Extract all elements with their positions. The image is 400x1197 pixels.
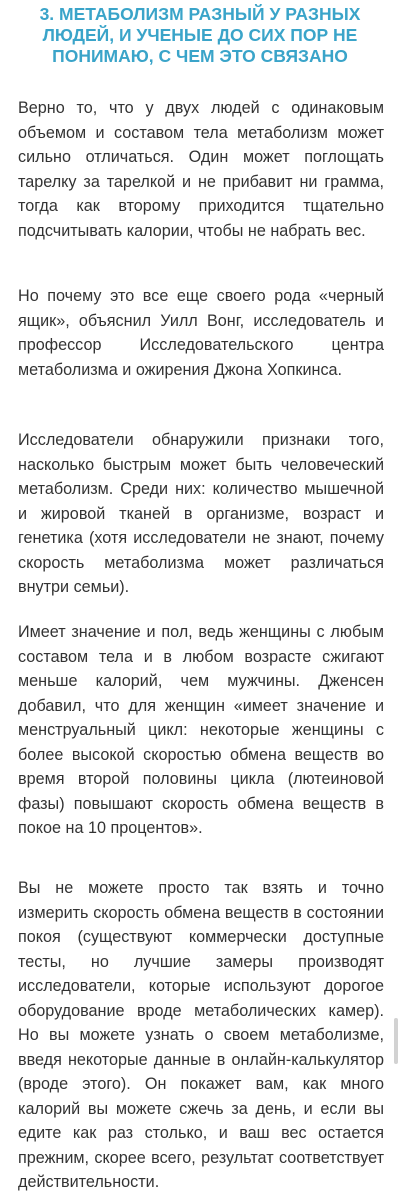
article-paragraph: Верно то, что у двух людей с одинаковым объемом и составом тела метаболизм может сильно отличаться. Один может поглощать тарелку за тарелкой и не прибавит ни грамма, тогда как второму приходится тщательно подсчитывать калории, чтобы не набрать вес. (18, 99, 384, 240)
article-paragraph: Имеет значение и пол, ведь женщины с любым составом тела и в любом возрасте сжигают меньше калорий, чем мужчины. Дженсен добавил, что для женщин «имеет значение и менструальный цикл: некоторые женщины с более высокой скоростью обмена веществ во время второй половины цикла (лютеиновой фазы) повышают скорость обмена веществ в покое на 10 процентов». (18, 623, 384, 837)
section-heading: 3. МЕТАБОЛИЗМ РАЗНЫЙ У РАЗНЫХ ЛЮДЕЙ, И УЧЕНЫЕ ДО СИХ ПОР НЕ ПОНИМАЮ, С ЧЕМ ЭТО СВЯЗАНО (39, 4, 361, 66)
scrollbar-thumb[interactable] (394, 1018, 398, 1064)
article-paragraph: Но почему это все еще своего рода «черный ящик», объяснил Уилл Вонг, исследователь и профессор Исследовательского центра метаболизма и ожирения Джона Хопкинса. (18, 287, 384, 379)
article-paragraph: Вы не можете просто так взять и точно измерить скорость обмена веществ в состоянии покоя (существуют коммерчески доступные тесты, но лучшие замеры производят исследователи, которые используют дорогое оборудование вроде метаболических камер). Но вы можете узнать о своем метаболизме, введя некоторые данные в онлайн-калькулятор (вроде этого). Он покажет вам, как много калорий вы можете сжечь за день, и если вы едите как раз столько, и ваш вес остается прежним, скорее всего, результат соответствует действительности. (18, 879, 384, 1191)
article-paragraph: Исследователи обнаружили признаки того, насколько быстрым может быть человеческий метаболизм. Среди них: количество мышечной и жировой тканей в организме, возраст и генетика (хотя исследователи не знают, почему скорость метаболизма может различаться внутри семьи). (18, 431, 384, 596)
